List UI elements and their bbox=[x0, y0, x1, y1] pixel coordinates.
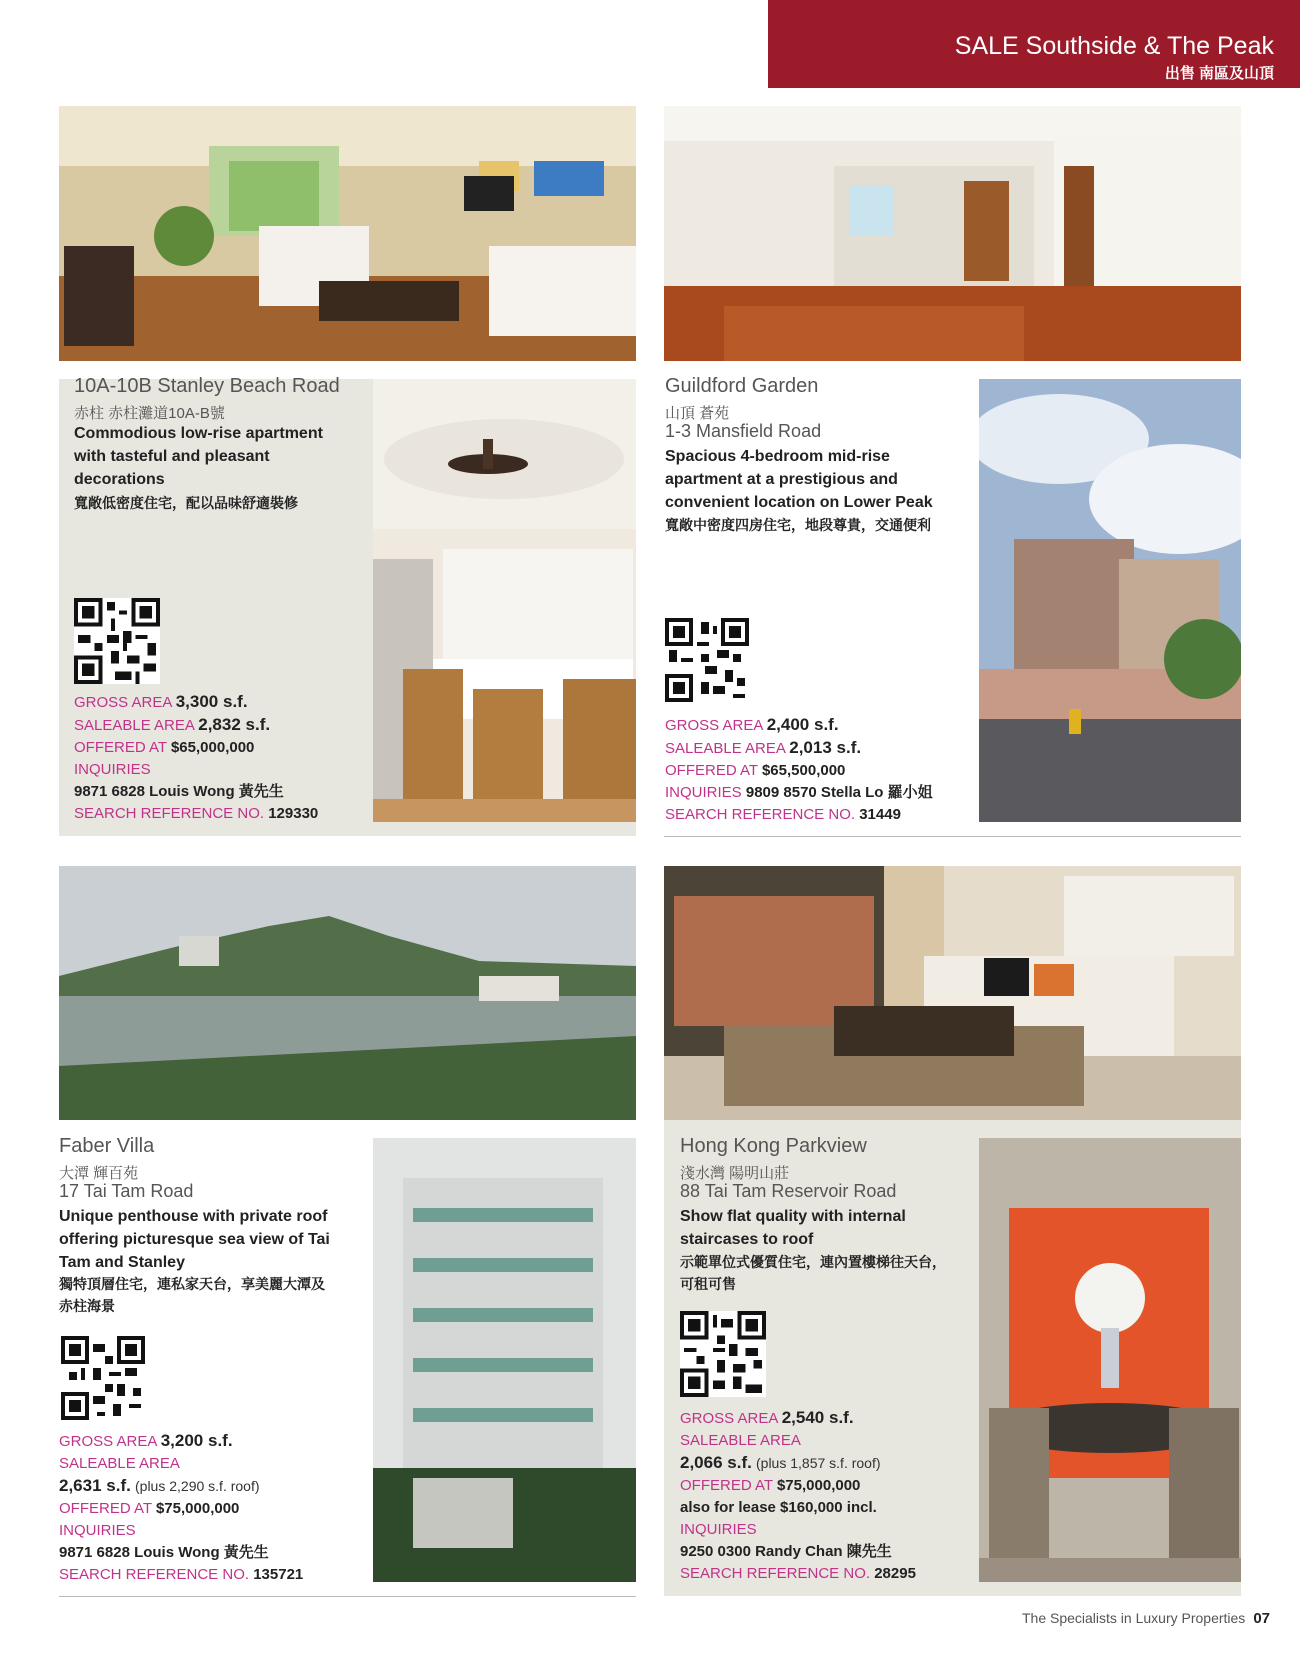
lease-offer: also for lease $160,000 incl. bbox=[680, 1499, 877, 1516]
qr-code[interactable] bbox=[61, 1336, 145, 1420]
divider bbox=[59, 1596, 636, 1597]
listing-details: GROSS AREA 2,540 s.f. SALEABLE AREA 2,066 s.f. (plus 1,857 s.f. roof) OFFERED AT $75,000,000 also for lease $160,000 incl. INQUIRIES 9250 0300 Randy Chan 陳先生 SEARCH REFERENCE NO. 28295 bbox=[680, 1408, 916, 1582]
listing-description: Spacious 4-bedroom mid-rise apartment at a prestigious and convenient location on Lower Peak bbox=[665, 448, 933, 511]
page-footer bbox=[1022, 1610, 1270, 1627]
contact-phone[interactable]: 9809 8570 Stella Lo 羅小姐 bbox=[745, 784, 933, 801]
lounge-photo bbox=[664, 866, 1241, 1120]
section-title: SALE Southside & The Peak bbox=[954, 32, 1274, 60]
page-number: 07 bbox=[1253, 1610, 1270, 1627]
listing-title-zh: 山頂 蒼苑 bbox=[665, 405, 730, 422]
qr-code[interactable] bbox=[665, 618, 749, 702]
section-subtitle-zh: 出售 南區及山頂 bbox=[1164, 65, 1274, 82]
listing-description: Show flat quality with internal staircases to roof bbox=[680, 1208, 906, 1248]
listing-title-zh: 赤柱 赤柱灘道10A-B號 bbox=[74, 405, 225, 422]
qr-code[interactable] bbox=[74, 598, 160, 684]
listing-description-zh: 獨特頂層住宅，連私家天台，享美麗大潭及 赤柱海景 bbox=[59, 1276, 325, 1314]
sea-view-photo bbox=[59, 866, 636, 1120]
listing-address: 1-3 Mansfield Road bbox=[665, 421, 822, 441]
listing-address: 17 Tai Tam Road bbox=[59, 1181, 194, 1201]
contact-phone[interactable]: 9871 6828 Louis Wong 黃先生 bbox=[59, 1544, 269, 1561]
divider bbox=[664, 836, 1241, 837]
listing-title-zh: 大潭 輝百苑 bbox=[59, 1165, 139, 1182]
listing-description: Commodious low-rise apartment with tasteful and pleasant decorations bbox=[74, 425, 323, 488]
qr-code[interactable] bbox=[680, 1311, 766, 1397]
listing-details: GROSS AREA 3,200 s.f. SALEABLE AREA 2,631 s.f. (plus 2,290 s.f. roof) OFFERED AT $75,000,000 INQUIRIES 9871 6828 Louis Wong 黃先生 SEARCH REFERENCE NO. 135721 bbox=[59, 1431, 304, 1583]
listing-title-zh: 淺水灣 陽明山莊 bbox=[680, 1165, 790, 1182]
contact-phone[interactable]: 9871 6828 Louis Wong 黃先生 bbox=[74, 783, 284, 800]
listing-description-zh: 示範單位式優質住宅，連內置樓梯往天台， 可租可售 bbox=[680, 1254, 946, 1292]
listing-details: GROSS AREA 3,300 s.f. SALEABLE AREA 2,832 s.f. OFFERED AT $65,000,000 INQUIRIES 9871 6828 Louis Wong 黃先生 SEARCH REFERENCE NO. 129330 bbox=[74, 692, 319, 822]
listing-title: Hong Kong Parkview bbox=[680, 1135, 867, 1157]
living-room-photo bbox=[59, 106, 636, 361]
kitchen-photo bbox=[373, 379, 636, 822]
building-exterior-photo bbox=[979, 379, 1241, 822]
listing-title: Faber Villa bbox=[59, 1135, 155, 1157]
listing-title: 10A-10B Stanley Beach Road bbox=[74, 375, 340, 397]
listing-description-zh: 寬敞中密度四房住宅，地段尊貴，交通便利 bbox=[665, 517, 931, 533]
listing-title: Guildford Garden bbox=[665, 375, 819, 397]
empty-room-photo bbox=[664, 106, 1241, 361]
tower-exterior-photo bbox=[373, 1138, 636, 1582]
contact-phone[interactable]: 9250 0300 Randy Chan 陳先生 bbox=[680, 1543, 892, 1560]
listing-description-zh: 寬敞低密度住宅，配以品味舒適裝修 bbox=[74, 495, 298, 511]
footer-tagline: The Specialists in Luxury Properties bbox=[1021, 1610, 1246, 1626]
listing-details: GROSS AREA 2,400 s.f. SALEABLE AREA 2,013 s.f. OFFERED AT $65,500,000 INQUIRIES 9809 8570 Stella Lo 羅小姐 SEARCH REFERENCE NO. 31449 bbox=[665, 715, 933, 823]
listing-description: Unique penthouse with private roof offering picturesque sea view of Tai Tam and Stanley bbox=[59, 1208, 330, 1271]
dining-room-photo bbox=[979, 1138, 1241, 1582]
listing-address: 88 Tai Tam Reservoir Road bbox=[680, 1181, 897, 1201]
section-header bbox=[768, 0, 1300, 88]
